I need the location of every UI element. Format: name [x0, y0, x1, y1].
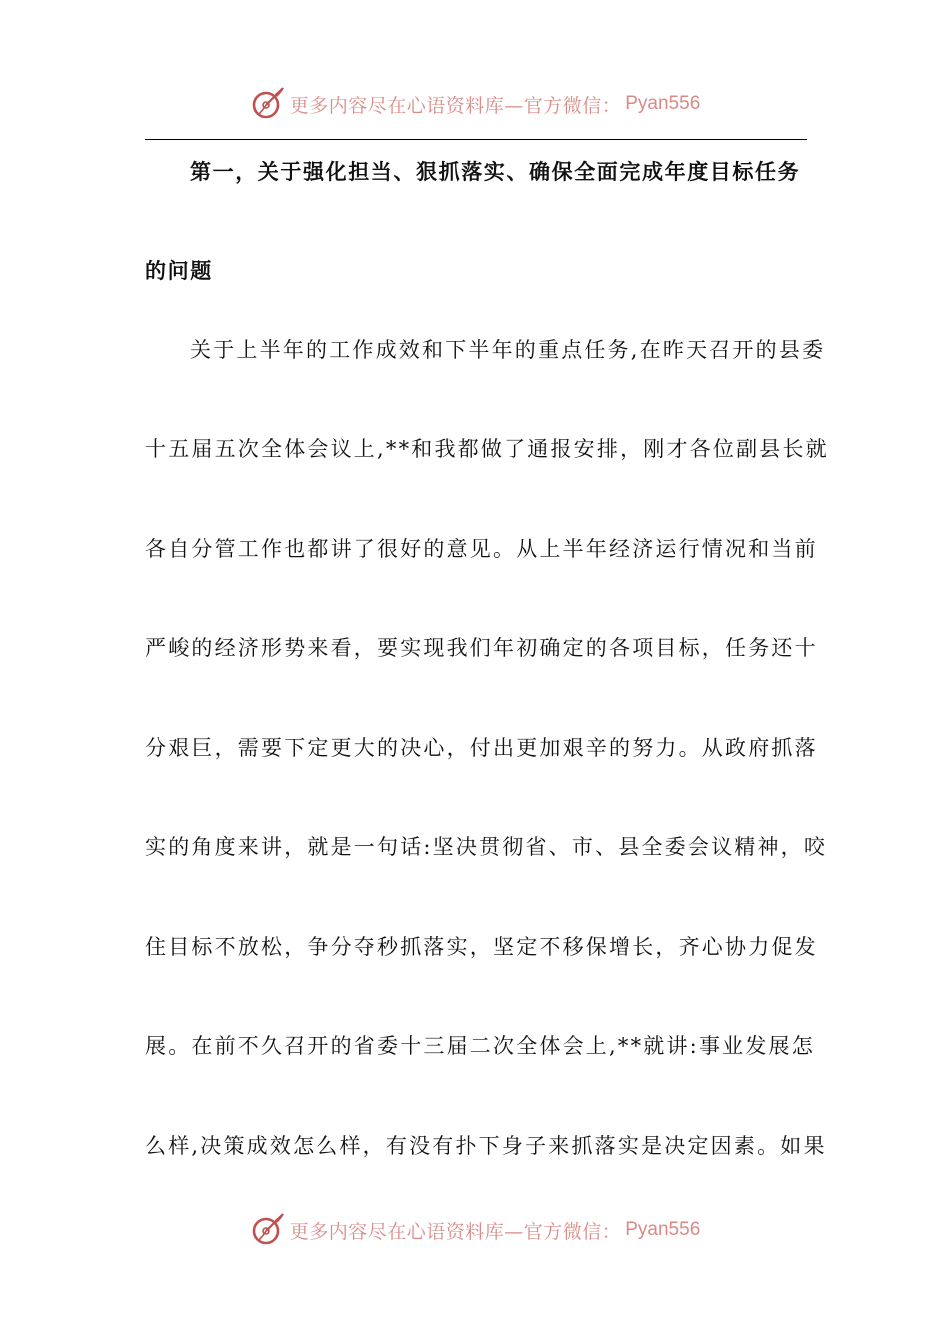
paragraph-line: 关于上半年的工作成效和下半年的重点任务,在昨天召开的县委 [190, 338, 826, 362]
header-wechat-id: Pyan556 [625, 93, 701, 114]
header-banner [0, 84, 950, 124]
paragraph-line: 展。在前不久召开的省委十三届二次全体会上,**就讲:事业发展怎 [145, 1034, 815, 1058]
section-heading-line-2: 的问题 [145, 258, 213, 283]
quill-pen-circle-icon [250, 1212, 286, 1248]
header-divider [145, 139, 807, 140]
paragraph-line: 严峻的经济形势来看，要实现我们年初确定的各项目标，任务还十 [145, 636, 818, 660]
section-heading-line-1: 第一，关于强化担当、狠抓落实、确保全面完成年度目标任务 [190, 159, 801, 184]
paragraph-line: 分艰巨，需要下定更大的决心，付出更加艰辛的努力。从政府抓落 [145, 736, 818, 760]
paragraph-line: 实的角度来讲，就是一句话:坚决贯彻省、市、县全委会议精神，咬 [145, 835, 828, 859]
paragraph-line: 十五届五次全体会议上,**和我都做了通报安排，刚才各位副县长就 [145, 437, 829, 461]
footer-banner-text: 更多内容尽在心语资料库—官方微信： [289, 1220, 622, 1243]
footer-banner [0, 1210, 950, 1250]
paragraph-line: 么样,决策成效怎么样，有没有扑下身子来抓落实是决定因素。如果 [145, 1134, 827, 1158]
quill-pen-circle-icon [250, 86, 286, 122]
paragraph-line: 各自分管工作也都讲了很好的意见。从上半年经济运行情况和当前 [145, 537, 818, 561]
footer-wechat-id: Pyan556 [625, 1219, 701, 1240]
header-banner-text: 更多内容尽在心语资料库—官方微信： [289, 94, 622, 117]
paragraph-line: 住目标不放松，争分夺秒抓落实，坚定不移保增长，齐心协力促发 [145, 935, 818, 959]
